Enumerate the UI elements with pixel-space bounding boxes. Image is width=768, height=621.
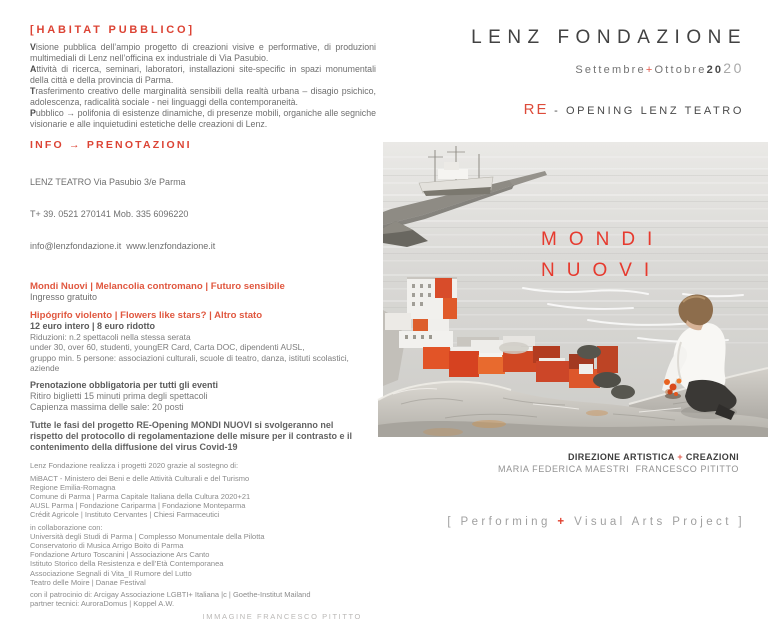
director-names: MARIA FEDERICA MAESTRI FRANCESCO PITITTO [498, 464, 739, 474]
patronage-line: con il patrocinio di: Arcigay Associazione LGBTI+ Italiana |c | Goethe-Institut Mailand [30, 590, 311, 600]
year-bold: 20 [706, 64, 724, 76]
partners-line: partner tecnici: AuroraDomus | Koppel A.W. [30, 599, 175, 609]
date-line [575, 60, 744, 76]
paragraph-text: ttività di ricerca, seminari, laboratori, installazioni site-specific in spazi monumentali della città e della provincia di Parma. [30, 64, 376, 85]
month-september: Settembre [575, 64, 646, 76]
collaborator-line: Istituto Storico della Resistenza e dell’Età Contemporanea [30, 559, 224, 569]
supporters-list [30, 474, 376, 520]
contact-block [30, 155, 376, 274]
booking-required-title: Prenotazione obbligatoria per tutti gli eventi [30, 380, 219, 391]
collaboration-intro: in collaborazione con: [30, 522, 103, 532]
photo-title-line1: MONDI [541, 229, 665, 250]
info-prenotazioni-title [30, 139, 376, 151]
venue-address: LENZ TEATRO Via Pasubio 3/e Parma [30, 176, 186, 187]
venue-phone: T+ 39. 0521 270141 Mob. 335 6096220 [30, 208, 189, 219]
venue-email-web: info@lenzfondazione.it www.lenzfondazione.it [30, 241, 216, 252]
discount-note: gruppo min. 5 persone: associazioni culturali, scuole di teatro, danza, istituti scolastici, aziende [30, 352, 349, 373]
habitat-paragraph [30, 42, 376, 64]
paragraph-lead: P [30, 108, 36, 118]
plus-icon: + [645, 64, 655, 76]
paragraph-lead: V [30, 42, 36, 52]
supporter-line: AUSL Parma | Fondazione Cariparma | Fondazione Monteparma [30, 501, 246, 511]
collaborators-list [30, 532, 376, 587]
covid-notice: Tutte le fasi del progetto RE-Opening MONDI NUOVI si svolgeranno nel rispetto del protocollo di regolamentazione delle misure per il contrasto e il contenimento della diffusione del virus Covid-19 [30, 419, 353, 452]
image-credit: IMMAGINE FRANCESCO PITITTO [202, 612, 362, 621]
reopening-title [524, 101, 744, 118]
supporter-line: Regione Emilia-Romagna [30, 482, 116, 492]
month-october: Ottobre [654, 64, 707, 76]
habitat-title: [HABITAT PUBBLICO] [30, 24, 195, 36]
direction-label: DIREZIONE ARTISTICA [567, 452, 675, 462]
paragraph-lead: T [30, 86, 36, 96]
habitat-paragraphs [30, 42, 376, 130]
year-light: 20 [723, 60, 744, 76]
event-title-hipogrifo: Hipógrifo violento | Flowers like stars? | Altro stato [30, 309, 263, 321]
event-free-entry: Ingresso gratuito [30, 291, 98, 302]
left-page [30, 24, 376, 621]
re-label: RE [523, 101, 549, 118]
discount-note: under 30, over 60, studenti, youngER Card, Carta DOC, dipendenti AUSL, [30, 342, 305, 353]
footer-close: Visual Arts Project ] [567, 516, 745, 528]
photo-title-line2: NUOVI [541, 260, 662, 281]
credits-intro: Lenz Fondazione realizza i progetti 2020 grazie al sostegno di: [30, 461, 239, 471]
discount-note: Riduzioni: n.2 spettacoli nella stessa serata [30, 331, 191, 342]
supporter-line: Comune di Parma | Parma Capitale Italiana della Cultura 2020+21 [30, 491, 251, 501]
ticket-price: 12 euro intero | 8 euro ridotto [30, 320, 156, 331]
arrow-right-icon: → [69, 139, 82, 151]
paragraph-text: isione pubblica dell’ampio progetto di creazioni visive e performative, di produzioni multimediali di Lenz nell’officina ex industriale di Via Pasubio. [30, 42, 376, 63]
collaborator-line: Conservatorio di Musica Arrigo Boito di Parma [30, 541, 184, 550]
supporter-line: MiBACT - Ministero dei Beni e delle Attività Culturali e del Turismo [30, 473, 250, 483]
prenotazioni-label: PRENOTAZIONI [86, 139, 192, 151]
info-label: INFO [30, 139, 64, 151]
direction-title [498, 452, 739, 462]
plus-icon: + [677, 452, 683, 462]
photo-title-mondi-nuovi [541, 224, 664, 286]
collaborator-line: Associazione Segnali di Vita_Il Rumore del Lutto [30, 568, 192, 578]
paragraph-lead: A [30, 64, 37, 74]
cover-photo [383, 142, 768, 432]
dash: - [554, 105, 561, 117]
paragraph-text: rasferimento creativo delle marginalità sensibili della realtà urbana – disagio psichico, adolescenza, radicalità sociale - nei linguaggi della contemporaneità. [30, 86, 376, 107]
credits-block [30, 461, 376, 608]
habitat-paragraph [30, 64, 376, 86]
creations-label: CREAZIONI [685, 452, 739, 462]
collaborator-line: Teatro delle Moire | Danae Festival [30, 577, 146, 587]
opening-label: OPENING LENZ TEATRO [566, 105, 744, 117]
collaborator-line: Fondazione Arturo Toscanini | Associazione Ars Canto [30, 550, 210, 560]
plus-icon: + [557, 516, 568, 528]
performing-visual-arts-footer [421, 504, 745, 540]
artistic-direction-block [498, 452, 739, 474]
collaborator-line: Università degli Studi di Parma | Complesso Monumentale della Pilotta [30, 531, 265, 541]
booking-note: Capienza massima delle sale: 20 posti [30, 402, 184, 413]
event-title-mondi-nuovi: Mondi Nuovi | Melancolia contromano | Futuro sensibile [30, 280, 285, 292]
coastal-scene [383, 142, 768, 432]
footer-open: [ Performing [447, 516, 558, 528]
supporter-line: Crédit Agricole | Instituto Cervantes | Chiesi Farmaceutici [30, 510, 220, 520]
habitat-paragraph [30, 108, 376, 130]
brand-title: LENZ FONDAZIONE [471, 27, 747, 48]
booking-note: Ritiro biglietti 15 minuti prima degli spettacoli [30, 391, 208, 402]
paragraph-text: ubblico → polifonia di esistenze dinamiche, di presenze mobili, organiche alle segniche visionarie e alle inquietudini estetiche delle creazioni di Lenz. [30, 108, 376, 129]
habitat-paragraph [30, 86, 376, 108]
